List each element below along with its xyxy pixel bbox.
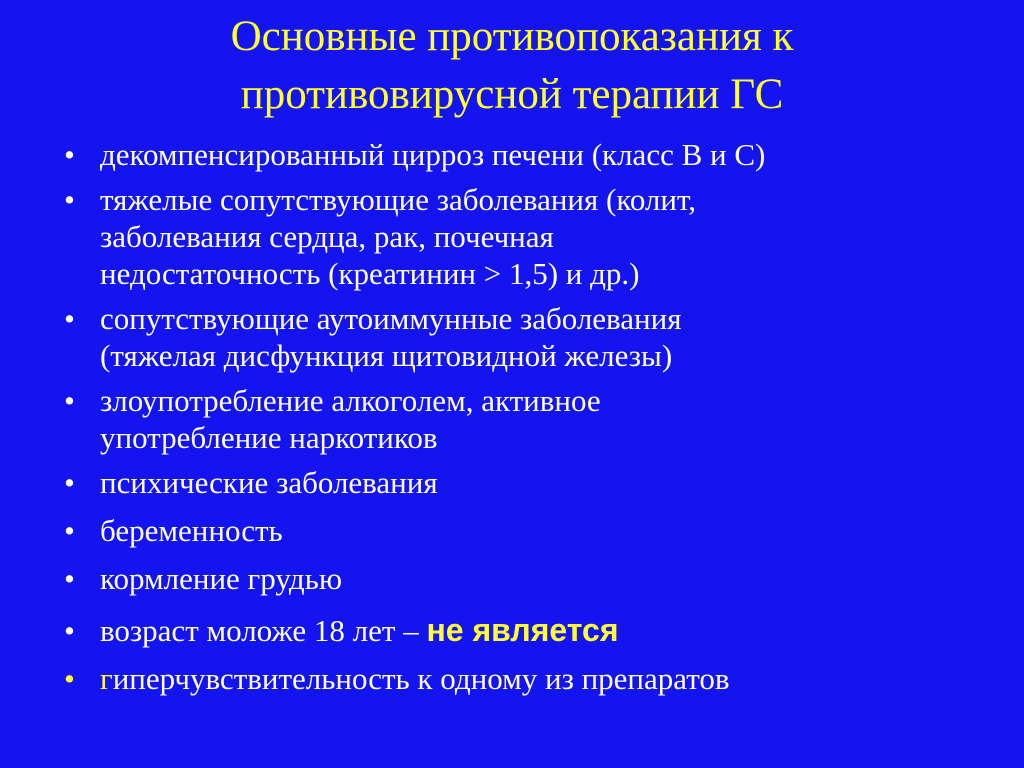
bullet-icon: • — [64, 383, 75, 418]
slide-title — [0, 8, 1024, 124]
contraindications-list — [64, 136, 964, 707]
bullet-icon: • — [64, 513, 75, 548]
list-item — [64, 382, 964, 456]
item-text: беременность — [100, 513, 283, 548]
item-text: заболевания сердца, рак, почечная — [100, 219, 554, 254]
list-item — [64, 660, 964, 697]
list-item — [64, 300, 964, 374]
highlighted-first-letter: г — [100, 661, 113, 696]
item-text-rest: иперчувствительность к одному из препаратов — [112, 661, 730, 696]
item-text-plain: возраст моложе 18 лет – — [100, 613, 427, 648]
item-text: (тяжелая дисфункция щитовидной железы) — [100, 338, 673, 373]
item-text — [100, 660, 964, 697]
bullet-icon: • — [64, 137, 75, 172]
title-line-1: Основные противопоказания к — [230, 13, 794, 60]
item-text: психические заболевания — [100, 465, 438, 500]
list-item — [64, 464, 964, 501]
list-item — [64, 136, 964, 173]
item-text: кормление грудью — [100, 561, 342, 596]
list-item — [64, 612, 964, 649]
bullet-icon: • — [64, 465, 75, 500]
bullet-icon: • — [64, 661, 75, 696]
list-item — [64, 560, 964, 597]
item-text: недостаточность (креатинин > 1,5) и др.) — [100, 256, 640, 291]
list-item — [64, 512, 964, 549]
emphasis-text: не является — [426, 612, 619, 648]
list-item — [64, 181, 964, 292]
bullet-icon: • — [64, 561, 75, 596]
item-text: сопутствующие аутоиммунные заболевания — [100, 301, 682, 336]
item-text — [100, 612, 964, 649]
item-text: декомпенсированный цирроз печени (класс В и С) — [100, 137, 766, 172]
bullet-icon: • — [64, 301, 75, 336]
item-text: употребление наркотиков — [100, 420, 438, 455]
bullet-icon: • — [64, 182, 75, 217]
item-text: тяжелые сопутствующие заболевания (колит, — [100, 182, 696, 217]
title-line-2: противовирусной терапии ГС — [240, 71, 784, 118]
item-text: злоупотребление алкоголем, активное — [100, 383, 601, 418]
bullet-icon: • — [64, 613, 75, 648]
